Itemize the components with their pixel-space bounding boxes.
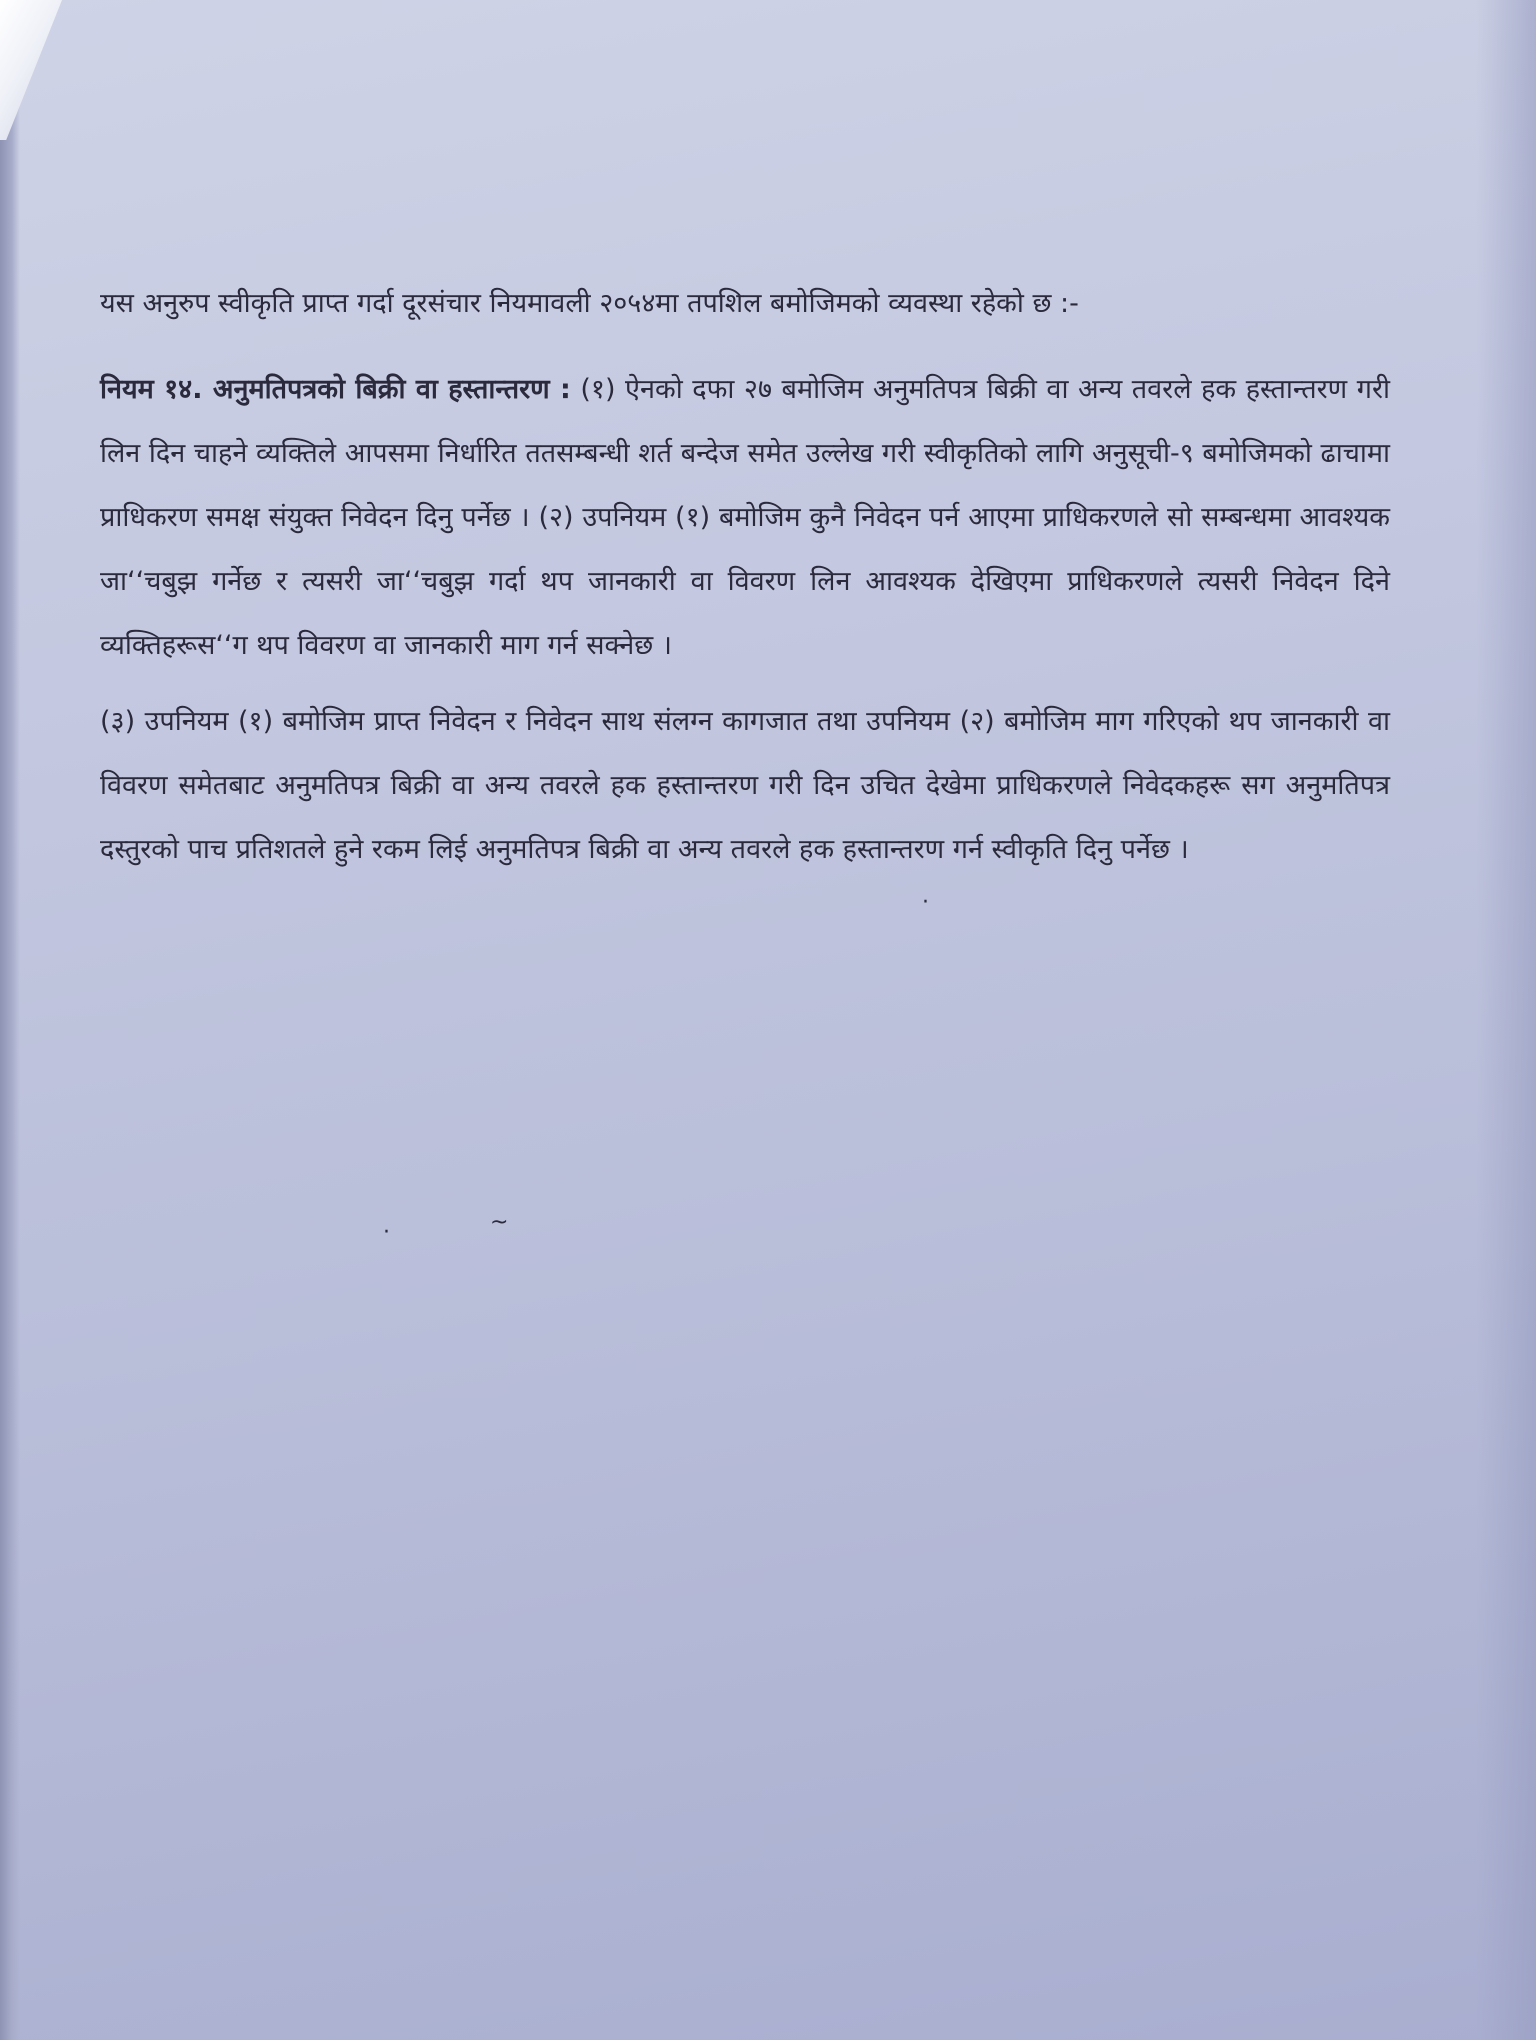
page-right-shadow [1476, 0, 1536, 2040]
ink-speck: · [383, 1220, 390, 1245]
page-left-edge [0, 0, 20, 2040]
rule-14-body: (१) ऐनको दफा २७ बमोजिम अनुमतिपत्र बिक्री वा अन्य तवरले हक हस्तान्तरण गरी लिन दिन चाहने व्यक्तिले आपसमा निर्धारित ततसम्बन्धी शर्त बन्देज समेत उल्लेख गरी स्वीकृतिको लागि अनुसूची-९ बमोजिमको ढाचामा प्राधिकरण समक्ष संयुक्त निवेदन दिनु पर्नेछ । (२) उपनियम (१) बमोजिम कुनै निवेदन पर्न आएमा प्राधिकरणले सो सम्बन्धमा आवश्यक जा‘‘चबुझ गर्नेछ र त्यसरी जा‘‘चबुझ गर्दा थप जानकारी वा विवरण लिन आवश्यक देखिएमा प्राधिकरणले त्यसरी निवेदन दिने व्यक्तिहरूस‘‘ग थप विवरण वा जानकारी माग गर्न सक्नेछ । [100, 374, 1390, 661]
page-fold-corner [0, 0, 62, 140]
intro-paragraph: यस अनुरुप स्वीकृति प्राप्त गर्दा दूरसंचार नियमावली २०५४मा तपशिल बमोजिमको व्यवस्था रहेको छ :- [100, 288, 1079, 319]
rule-14-heading: नियम १४. अनुमतिपत्रको बिक्री वा हस्तान्तरण : [100, 374, 571, 405]
ink-speck: ~ [490, 1210, 509, 1235]
rule-14-subrule-3-paragraph: (३) उपनियम (१) बमोजिम प्राप्त निवेदन र निवेदन साथ संलग्न कागजात तथा उपनियम (२) बमोजिम माग गरिएको थप जानकारी वा विवरण समेतबाट अनुमतिपत्र बिक्री वा अन्य तवरले हक हस्तान्तरण गरी दिन उचित देखेमा प्राधिकरणले निवेदकहरू सग अनुमतिपत्र दस्तुरको पाच प्रतिशतले हुने रकम लिई अनुमतिपत्र बिक्री वा अन्य तवरले हक हस्तान्तरण गर्न स्वीकृति दिनु पर्नेछ । [100, 706, 1390, 865]
rule-14-paragraph [100, 358, 1390, 678]
ink-speck: · [922, 890, 929, 915]
